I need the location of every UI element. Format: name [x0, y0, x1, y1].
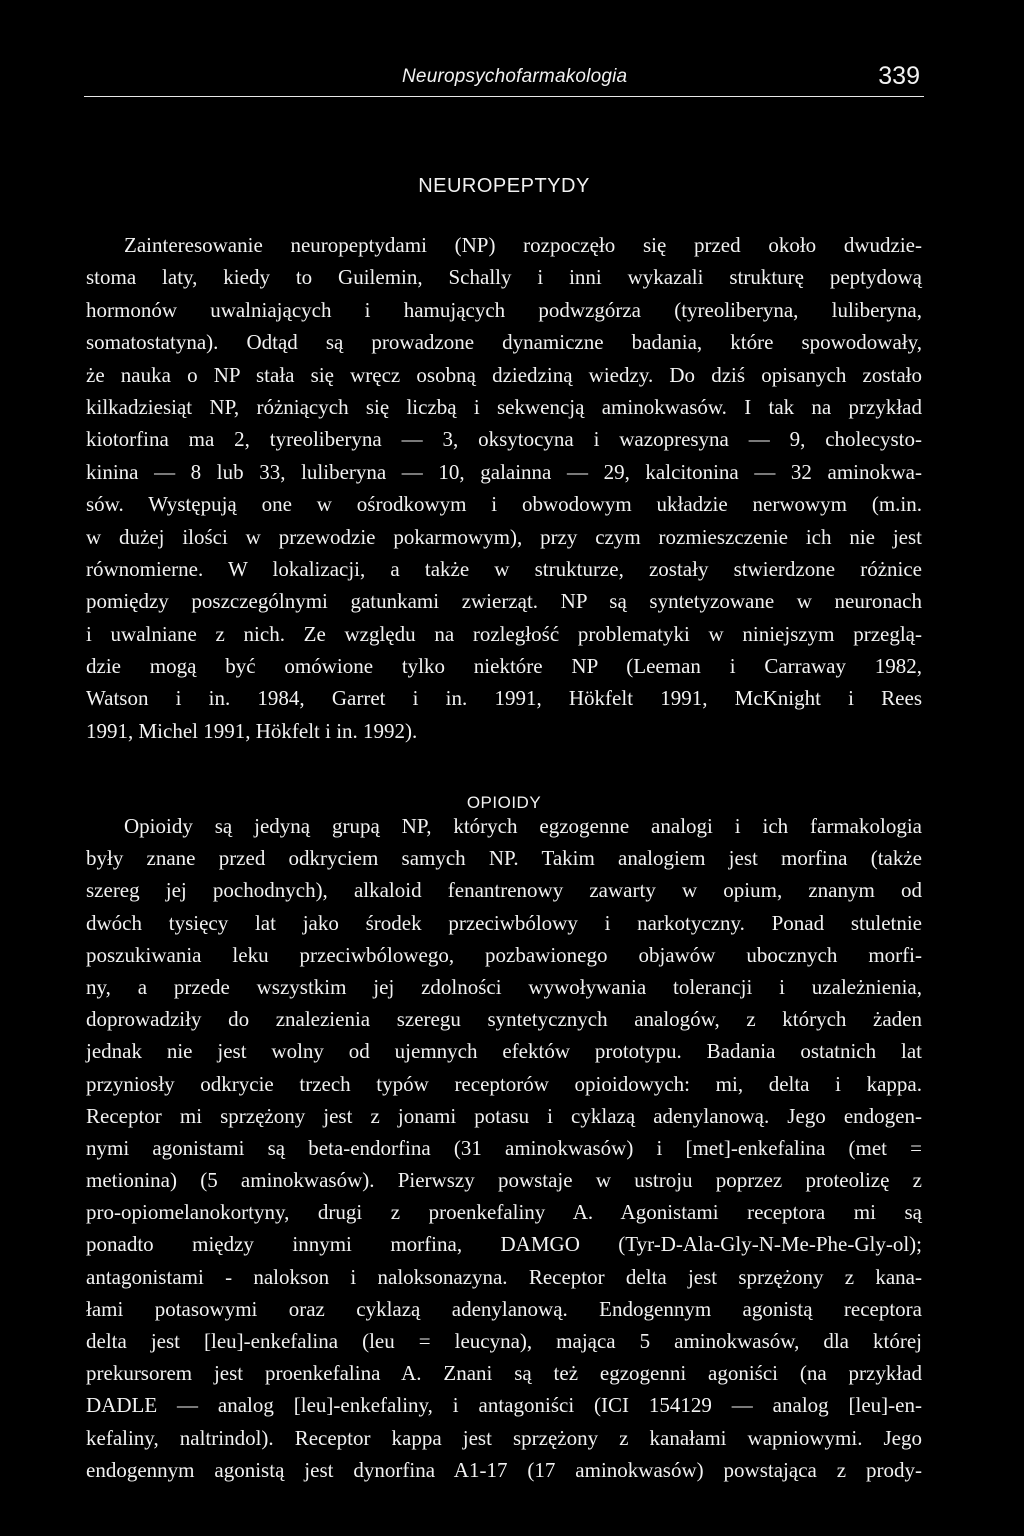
text-line: że nauka o NP stała się wręcz osobną dziedziną wiedzy. Do dziś opisanych zostało: [86, 362, 922, 387]
text-line: poszukiwania leku przeciwbólowego, pozbawionego objawów ubocznych morfi-: [86, 942, 922, 967]
text-line: antagonistami - nalokson i naloksonazyna. Receptor delta jest sprzężony z kana-: [86, 1264, 922, 1289]
text-line: Zainteresowanie neuropeptydami (NP) rozpoczęło się przed około dwudzie-: [124, 233, 922, 257]
section-heading-opioidy: OPIOIDY: [466, 793, 542, 812]
text-line: delta jest [leu]-enkefalina (leu = leucyna), mająca 5 aminokwasów, dla której: [86, 1329, 922, 1353]
text-line: równomierne. W lokalizacji, a także w strukturze, zostały stwierdzone różnice: [86, 556, 922, 581]
text-line: doprowadziły do znalezienia szeregu syntetycznych analogów, z których żaden: [86, 1007, 922, 1032]
text-line: sów. Występują one w ośrodkowym i obwodowym układzie nerwowym (m.in.: [86, 492, 922, 517]
paragraph-opioidy: [86, 810, 922, 1486]
text-line: prekursorem jest proenkefalina A. Znani są też egzogenni agoniści (na przykład: [86, 1361, 922, 1386]
text-line: ponadto między innymi morfina, DAMGO (Tyr-D-Ala-Gly-N-Me-Phe-Gly-ol);: [86, 1232, 922, 1257]
text-line: Opioidy są jedyną grupą NP, których egzogenne analogi i ich farmakologia: [124, 814, 922, 838]
text-line: dwóch tysięcy lat jako środek przeciwbólowy i narkotyczny. Ponad stuletnie: [86, 910, 922, 935]
paragraph-neuropeptydy: [86, 229, 922, 747]
text-line: łami potasowymi oraz cyklazą adenylanową. Endogennym agonistą receptora: [86, 1296, 922, 1321]
text-line: somatostatyna). Odtąd są prowadzone dynamiczne badania, które spowodowały,: [86, 330, 922, 355]
running-header: [84, 62, 924, 97]
text-line: kiotorfina ma 2, tyreoliberyna — 3, oksytocyna i wazopresyna — 9, cholecysto-: [86, 427, 922, 452]
text-line: endogennym agonistą jest dynorfina A1-17 (17 aminokwasów) powstająca z prody-: [86, 1457, 922, 1482]
section-heading-neuropeptydy: NEUROPEPTYDY: [418, 175, 590, 197]
text-line: kinina — 8 lub 33, luliberyna — 10, galainna — 29, kalcitonina — 32 aminokwa-: [86, 459, 922, 484]
text-line: 1991, Michel 1991, Hökfelt i in. 1992).: [86, 718, 418, 743]
text-line: Watson i in. 1984, Garret i in. 1991, Hökfelt 1991, McKnight i Rees: [86, 686, 922, 711]
text-line: dzie mogą być omówione tylko niektóre NP (Leeman i Carraway 1982,: [86, 654, 922, 679]
text-line: nymi agonistami są beta-endorfina (31 aminokwasów) i [met]-enkefalina (met =: [86, 1135, 922, 1160]
text-line: hormonów uwalniających i hamujących podwzgórza (tyreoliberyna, luliberyna,: [86, 297, 922, 322]
text-line: pro-opiomelanokortyny, drugi z proenkefaliny A. Agonistami receptora mi są: [86, 1200, 922, 1225]
text-line: były znane przed odkryciem samych NP. Takim analogiem jest morfina (także: [86, 846, 922, 871]
text-line: Receptor mi sprzężony jest z jonami potasu i cyklazą adenylanową. Jego endogen-: [86, 1103, 922, 1128]
text-line: pomiędzy poszczególnymi gatunkami zwierząt. NP są syntetyzowane w neuronach: [86, 589, 922, 614]
text-line: kilkadziesiąt NP, różniących się liczbą i sekwencją aminokwasów. I tak na przykład: [86, 394, 922, 419]
text-line: kefaliny, naltrindol). Receptor kappa jest sprzężony z kanałami wapniowymi. Jego: [86, 1425, 922, 1450]
text-line: i uwalniane z nich. Ze względu na rozległość problematyki w niniejszym przeglą-: [86, 621, 922, 646]
journal-title: Neuropsychofarmakologia: [402, 66, 628, 87]
text-line: stoma laty, kiedy to Guilemin, Schally i inni wykazali strukturę peptydową: [86, 265, 922, 290]
text-line: szereg jej pochodnych), alkaloid fenantrenowy zawarty w opium, znanym od: [86, 878, 922, 903]
text-line: przyniosły odkrycie trzech typów receptorów opioidowych: mi, delta i kappa.: [86, 1071, 922, 1096]
text-line: w dużej ilości w przewodzie pokarmowym), przy czym rozmieszczenie ich nie jest: [86, 524, 922, 549]
text-line: jednak nie jest wolny od ujemnych efektów prototypu. Badania ostatnich lat: [86, 1039, 922, 1064]
text-line: ny, a przede wszystkim jej zdolności wywoływania tolerancji i uzależnienia,: [86, 974, 922, 999]
text-line: metionina) (5 aminokwasów). Pierwszy powstaje w ustroju poprzez proteolizę z: [86, 1168, 922, 1193]
page-number: 339: [878, 62, 920, 90]
text-line: DADLE — analog [leu]-enkefaliny, i antagoniści (ICI 154129 — analog [leu]-en-: [86, 1393, 922, 1418]
